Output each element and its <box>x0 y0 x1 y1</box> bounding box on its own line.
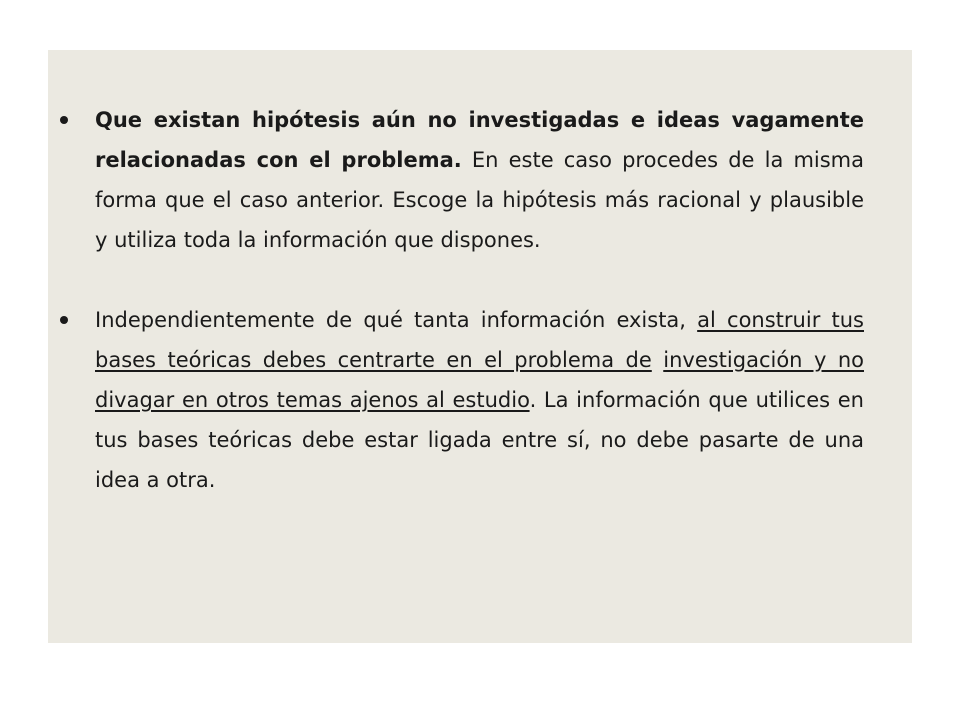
bullet-text-intro: Independientemente de qué tanta información exista, <box>95 308 698 332</box>
underlined-text-2: investigación y no divagar en otros temas ajenos al estudio <box>95 348 864 412</box>
bullet-text: En este caso procedes de la misma forma que el caso anterior. Escoge la hipótesis más racional y plausible y utiliza toda la información que dispones. <box>95 148 865 252</box>
bullet-space <box>652 348 663 372</box>
bullet-dot-icon <box>60 316 68 324</box>
bullet-item-hypotheses <box>48 100 864 260</box>
bullet-item-independence <box>48 300 864 500</box>
bullet-bold-text: Que existan hipótesis aún no investigadas e ideas vagamente relacionadas con el problema. <box>95 108 864 172</box>
bullet-dot-icon <box>60 116 68 124</box>
bullet-text-after: . La información que utilices en tus bases teóricas debe estar ligada entre sí, no debe pasarte de una idea a otra. <box>95 388 864 492</box>
underlined-text-1: al construir tus bases teóricas debes centrarte en el problema de <box>95 308 864 372</box>
bullet-list <box>48 100 864 500</box>
